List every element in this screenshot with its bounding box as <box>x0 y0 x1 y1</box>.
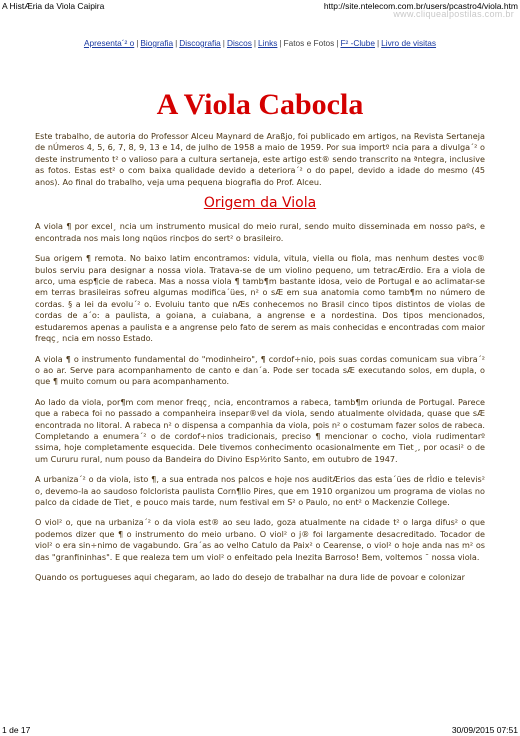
nav-link-biografia[interactable]: Biografia <box>140 38 174 48</box>
nav-link-discos[interactable]: Discos <box>226 38 252 48</box>
nav-link-livro-de-visitas[interactable]: Livro de visitas <box>381 38 437 48</box>
body-paragraph: A viola ¶ por excel¸ ncia um instrumento musical do meio rural, sendo muito disseminada em nosso paºs, e encontrada nos mais long nqüos rincþos do sert² o brasileiro. <box>35 221 485 243</box>
body-paragraph: A viola ¶ o instrumento fundamental do "modinheiro", ¶ cordof÷nio, pois suas cordas comunicam sua vibra´² o ao ar. Serve para acompanhamento de canto e dan´a. Pode ser tocada sÆ executando solos, em dupla, o que ¶ muito comum ou para acompanhamento. <box>35 353 485 387</box>
nav-separator: | <box>222 38 225 48</box>
body-paragraph: Sua origem ¶ remota. No baixo latim encontramos: vidula, vitula, viella ou fiola, mas nenhum destes voc® bulos serviu para designar a nossa viola. Tratava-se de um violino pequeno, um tetracÆrdio. Era a viola de arco, uma esp¶cie de rabeca. Mas a nossa viola ¶ tamb¶m bastante idosa, veio de Portugal e ao aclimatar-se em terras brasileiras sofreu algumas modifica´ües, n² o sÆ em sua anatomia como tamb¶m no número de cordas. § a lei da evolu´² o. Evoluiu tanto que nÆs conhecemos no Brasil cinco tipos distintos de violas de cordas de a´o: a paulista, a goiana, a cuiabana, a angrense e a nordestina. Dos tipos mencionados, estudaremos apenas a paulista e a angrense pelo fato de serem as mais conhecidas e encontradas com maior freqç¸ ncia em nosso Estado. <box>35 253 485 344</box>
nav-link-discografia[interactable]: Discografia <box>179 38 221 48</box>
nav-separator: | <box>136 38 139 48</box>
section-title: Origem da Viola <box>203 195 317 212</box>
print-timestamp: 30/09/2015 07:51 <box>451 725 518 735</box>
watermark: www.cliquealpostilas.com.br <box>393 9 514 19</box>
nav-separator: | <box>175 38 178 48</box>
nav-separator: | <box>377 38 380 48</box>
site-nav <box>0 38 520 48</box>
nav-separator: | <box>279 38 282 48</box>
nav-link-links[interactable]: Links <box>258 38 278 48</box>
nav-item-fatos-e-fotos: Fatos e Fotos <box>283 38 335 48</box>
article-body <box>35 131 485 592</box>
intro-paragraph: Este trabalho, de autoria do Professor Alceu Maynard de Araßjo, foi publicado em artigos, na Revista Sertaneja de nÚmeros 4, 5, 6, 7, 8, 9, 13 e 14, de julho de 1958 a maio de 1959. Por sua importº ncia para a divulga´² o deste instrumento t² o valioso para a cultura sertaneja, este artigo est® sendo transcrito na ªntegra, inclusive as fotos. Estas est² o com baixa qualidade devido a deteriora´² o do papel, devido a idade do mesmo (45 anos). Ao final do trabalho, veja uma pequena biografia do Prof. Alceu. <box>35 131 485 187</box>
page-title: A Viola Cabocla <box>156 88 364 121</box>
nav-link-fa-clube[interactable]: F² -Clube <box>340 38 376 48</box>
print-header-title: A HistÆria da Viola Caipira <box>2 1 105 11</box>
nav-link-apresentacao[interactable]: Apresenta´² o <box>83 38 135 48</box>
print-header-url: http://site.ntelecom.com.br/users/pcastro4/viola.htm <box>323 1 518 11</box>
nav-separator: | <box>336 38 339 48</box>
nav-separator: | <box>253 38 257 48</box>
body-paragraph: Ao lado da viola, por¶m com menor freqç¸ ncia, encontramos a rabeca, tamb¶m oriunda de Portugal. Parece que a rabeca foi no passado a companheira insepar®vel da viola, sendo atualmente olvidada, quase que sÆ encontrada no litoral. A rabeca n² o dispensa a companhia da viola, pois n² o costumam fazer solos de rabeca. Completando a enumera´² o de cordof÷nios tradicionais, preciso ¶ mencionar o cocho, viola rudimentarº ssima, hoje completamente esquecida. Dele tivemos conhecimento ocasionalmente em Tiet¸, por ocasi² o de um Cururu rural, num pouso da Bandeira do Divino Esp½rito Santo, em outubro de 1947. <box>35 396 485 464</box>
body-paragraph: Quando os portugueses aqui chegaram, ao lado do desejo de trabalhar na dura lide de povoar e colonizar <box>35 572 465 582</box>
body-paragraph: A urbaniza´² o da viola, isto ¶, a sua entrada nos palcos e hoje nos auditÆrios das esta´ües de rÌdio e televis² o, devemo-la ao saudoso folclorista paulista Corn¶lio Pires, que em 1910 organizou um programa de violas no palco da cidade de Tiet¸ e pouco mais tarde, num festival em S² o Paulo, no ent² o Mackenzie College. <box>35 474 485 507</box>
body-paragraph: O viol² o, que na urbaniza´² o da viola est® ao seu lado, goza atualmente na cidade t² o larga difus² o que podemos dizer que ¶ o instrumento do meio urbano. O viol² o j® foi largamente desacreditado. Tocador de viol² o era sin÷nimo de vagabundo. Gra´as ao velho Catulo da Paix² o Cearense, o viol² o hoje anda nas m² os das "granfininhas". E que realeza tem um viol² o enfeitado pela Inezita Barroso! Bem, voltemos ¯ nossa viola. <box>35 517 485 562</box>
print-footer <box>0 724 520 736</box>
page-indicator: 1 de 17 <box>2 725 31 735</box>
